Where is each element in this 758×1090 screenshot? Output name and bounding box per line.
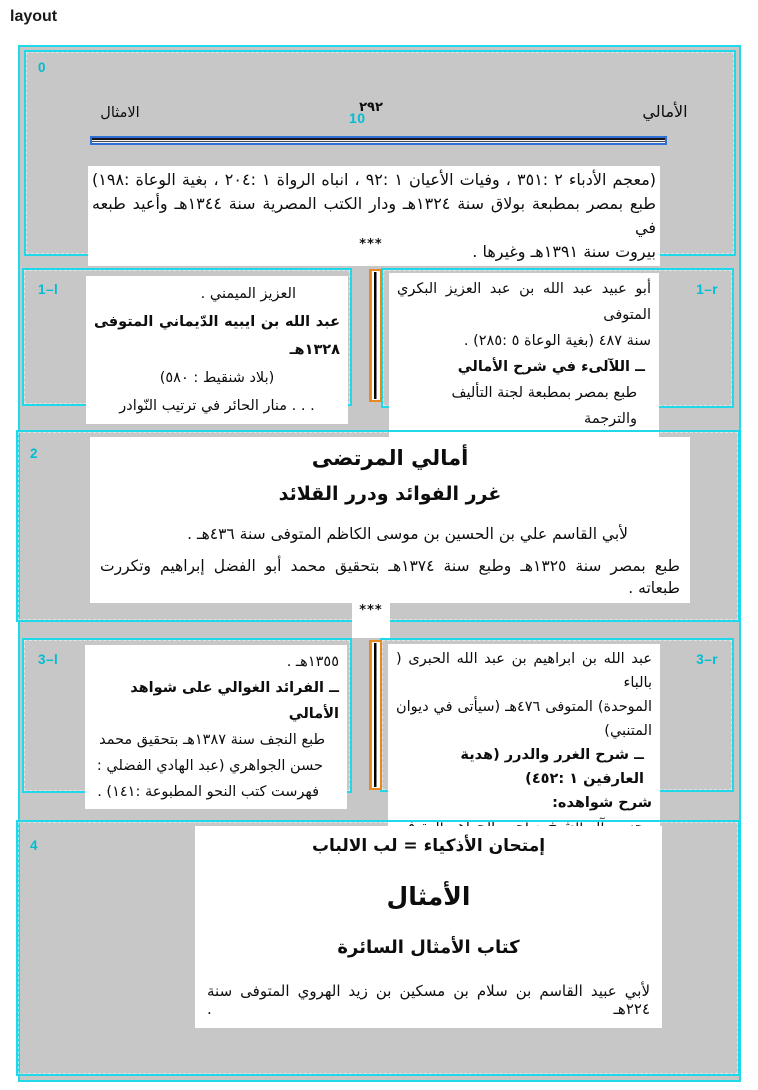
spine-fold-line <box>374 272 377 399</box>
page-title: layout <box>10 8 58 25</box>
text-line: طبعاته . <box>628 579 680 597</box>
text-line: سنة ٤٨٧ (بغية الوعاة ٥ :٢٨٥) . <box>463 333 651 349</box>
running-head-right: الأمالي <box>642 102 688 121</box>
text-line: أبو عبيد عبد الله بن عبد العزيز البكري المتوفى <box>397 281 651 323</box>
text-line: حسن الجواهري (عبد الهادي الفضلي : <box>96 758 323 774</box>
text-line: لأبي القاسم علي بن الحسين بن موسى الكاظم المتوفى سنة ٤٣٦هـ . <box>187 525 628 543</box>
text-line: طبع بمصر بمطبعة بولاق سنة ١٣٢٤هـ ودار الكتب المصرية سنة ١٣٤٤هـ وأعيد طبعه في <box>92 194 656 237</box>
book-spine-strip <box>369 269 382 402</box>
text-line: الموحدة) المتوفى ٤٧٦هـ (سيأتى في ديوان <box>396 699 652 715</box>
spine-fold-line <box>374 643 377 787</box>
text-line: (معجم الأدباء ٢ :٣٥١ ، وفيات الأعيان ١ :٩٢ ، انباه الرواة ١ :٢٠٤ ، بغية الوعاة :١٩٨) <box>92 170 657 189</box>
text-line: طبع النجف سنة ١٣٨٧هـ بتحقيق محمد <box>99 732 325 748</box>
text-line: . . . منار الحائر في ترتيب النّوادر <box>119 398 315 414</box>
book-spine-strip <box>369 640 382 790</box>
book-title: الأمثال <box>386 882 471 911</box>
region-label-1-left: 1–l <box>38 282 59 297</box>
text-line: العزيز الميمني . <box>200 286 296 302</box>
region-label-2: 2 <box>30 446 39 461</box>
region-label-0: 0 <box>38 60 47 75</box>
text-line: عبد الله بن ابراهيم بن عبد الله الحبرى ( بالباء <box>396 651 652 691</box>
spine-cyan-edge <box>371 271 372 400</box>
text-line: طبع بمصر سنة ١٣٢٥هـ وطبع سنة ١٣٧٤هـ بتحقيق محمد أبو الفضل إبراهيم وتكررت <box>100 557 681 575</box>
text-line: ــ اللآلىء في شرح الأمالي <box>457 359 645 375</box>
region-label-10: 10 <box>349 110 366 126</box>
region-label-1-right: 1–r <box>696 282 718 297</box>
text-line: المتنبي) <box>604 723 652 739</box>
section-separator: *** <box>352 602 390 638</box>
book-subtitle: غرر الفوائد ودرر القلائد <box>278 483 502 505</box>
page-number: ٢٩٢ <box>359 100 383 115</box>
text-line: ــ الفرائد الغوالي على شواهد الأمالي <box>130 680 339 722</box>
text-line: عبد الله بن ايبيه الدّيماني المتوفى ١٣٢٨هـ <box>94 314 340 358</box>
text-line: ١٣٥٥هـ . <box>286 654 339 670</box>
book-title: أمالي المرتضى <box>311 446 469 470</box>
spine-cyan-edge <box>371 642 372 788</box>
text-line: (بلاد شنقيط : ٥٨٠) <box>159 370 275 386</box>
region-3-left-text <box>85 645 347 809</box>
region-4-text <box>195 826 662 1028</box>
region-2-text <box>90 437 690 603</box>
header-rule <box>90 136 667 145</box>
text-line: شرح شواهده: <box>552 795 652 811</box>
region-1-left-text <box>86 276 348 424</box>
text-line: لأبي عبيد القاسم بن سلام بن مسكين بن زيد الهروي المتوفى سنة ٢٢٤هـ . <box>207 982 650 1018</box>
text-line: فهرست كتب النحو المطبوعة :١٤١) . <box>97 784 319 800</box>
region-label-4: 4 <box>30 838 39 853</box>
entry-heading: إمتحان الأذكياء = لب الالباب <box>311 836 546 856</box>
section-separator: *** <box>352 236 390 266</box>
running-head-left: الامثال <box>100 105 140 121</box>
text-line: ــ شرح الغرر والدرر (هدية العارفين ١ :٤٥٢) <box>460 747 644 787</box>
text-line: طبع بمصر بمطبعة لجنة التأليف والترجمة <box>451 385 637 427</box>
region-label-3-right: 3–r <box>696 652 718 667</box>
text-line: بيروت سنة ١٣٩١هـ وغيرها . <box>472 242 656 261</box>
region-label-3-left: 3–l <box>38 652 59 667</box>
book-subtitle: كتاب الأمثال السائرة <box>337 937 520 958</box>
